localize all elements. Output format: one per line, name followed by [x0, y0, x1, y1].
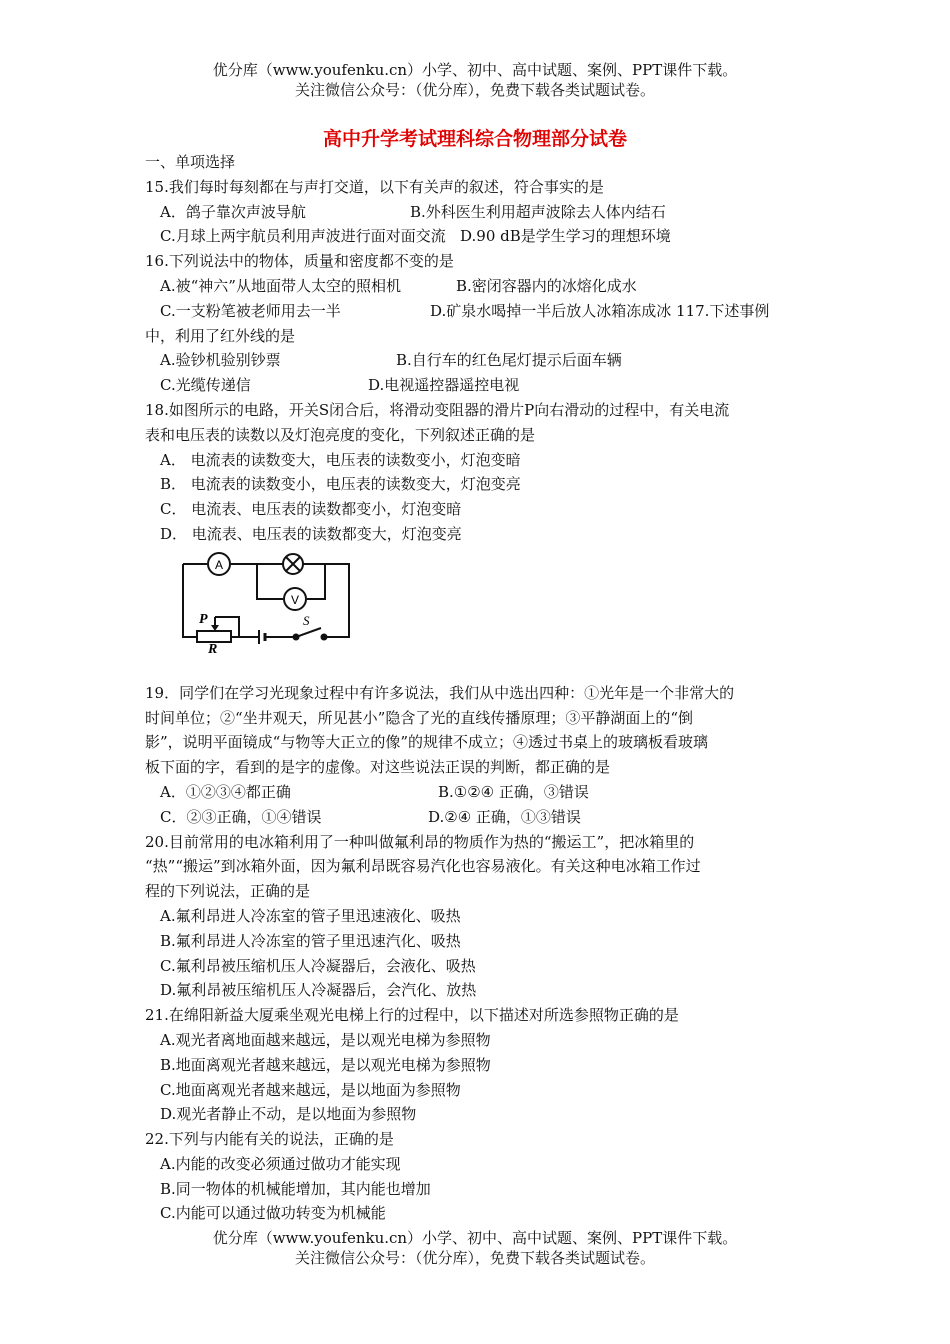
switch-label: S	[303, 612, 310, 628]
footer-line-1: 优分库（www.youfenku.cn）小学、初中、高中试题、案例、PPT课件下载。	[212, 1229, 738, 1247]
q17-stem-cont: 中，利用了红外线的是	[145, 326, 296, 345]
q18-option-d: D． 电流表、电压表的读数都变大，灯泡变亮	[160, 524, 462, 543]
q20-stem-line3: 程的下列说法，正确的是	[145, 882, 311, 901]
q19-option-a: A．①②③④都正确	[160, 782, 291, 801]
q21-option-b: B.地面离观光者越来越远，是以观光电梯为参照物	[160, 1055, 491, 1074]
page-footer	[0, 1228, 950, 1268]
page-title: 高中升学考试理科综合物理部分试卷	[322, 128, 627, 150]
q15-option-c: C.月球上两宇航员利用声波进行面对面交流	[160, 227, 446, 246]
q15-option-d: D.90 dB是学生学习的理想环境	[460, 227, 671, 246]
q17-option-c: C.光缆传递信	[160, 376, 251, 395]
q19-stem-line2: 时间单位；②“坐井观天，所见甚小”隐含了光的直线传播原理；③平静湖面上的“倒	[145, 708, 694, 727]
q21-option-d: D.观光者静止不动，是以地面为参照物	[160, 1105, 417, 1124]
footer-line-2: 关注微信公众号：（优分库），免费下载各类试题试卷。	[294, 1249, 655, 1267]
section-heading: 一、单项选择	[145, 153, 236, 171]
rheostat-symbol	[197, 631, 231, 642]
q22-option-c: C.内能可以通过做功转变为机械能	[160, 1204, 386, 1223]
q16-stem: 16.下列说法中的物体，质量和密度都不变的是	[145, 252, 454, 271]
q15-option-b: B.外科医生利用超声波除去人体内结石	[410, 202, 666, 221]
page-header	[0, 60, 950, 100]
q17-option-b: B.自行车的红色尾灯提示后面车辆	[396, 351, 622, 370]
q16-option-d: D.矿泉水喝掉一半后放人冰箱冻成冰 117.下述事例	[430, 301, 770, 320]
q20-option-a: A.氟利昂进人冷冻室的管子里迅速液化、吸热	[160, 906, 461, 925]
q16-options-row2	[145, 299, 810, 324]
rheostat-label: R	[208, 641, 218, 653]
q17-option-a: A.验钞机验别钞票	[160, 351, 281, 370]
ammeter-label: A	[214, 557, 224, 572]
q19-options-row1	[145, 780, 810, 805]
q20-stem-line1: 20.目前常用的电冰箱利用了一种叫做氟利昂的物质作为热的“搬运工”，把冰箱里的	[145, 832, 695, 851]
q22-option-a: A.内能的改变必须通过做功才能实现	[160, 1154, 401, 1173]
q16-option-b: B.密闭容器内的冰熔化成水	[456, 276, 637, 295]
q18-option-a: A． 电流表的读数变大，电压表的读数变小，灯泡变暗	[160, 450, 521, 469]
q20-option-b: B.氟利昂进人冷冻室的管子里迅速汽化、吸热	[160, 931, 461, 950]
header-line-1: 优分库（www.youfenku.cn）小学、初中、高中试题、案例、PPT课件下载。	[212, 61, 738, 79]
q19-stem-line4: 板下面的字，看到的是字的虚像。对这些说法正误的判断，都正确的是	[145, 758, 611, 777]
q19-stem-line1: 19．同学们在学习光现象过程中有许多说法，我们从中选出四种：①光年是一个非常大的	[145, 683, 735, 702]
wire-left	[183, 564, 197, 637]
circuit-diagram	[145, 547, 810, 665]
q17-options-row1	[145, 348, 810, 373]
exam-content	[145, 150, 810, 1226]
header-line-2: 关注微信公众号：（优分库），免费下载各类试题试卷。	[294, 81, 655, 99]
q20-option-c: C.氟利昂被压缩机压人冷凝器后，会液化、吸热	[160, 956, 476, 975]
q19-option-d: D.②④ 正确，①③错误	[428, 807, 581, 826]
q16-options-row1	[145, 274, 810, 299]
q17-option-d: D.电视遥控器遥控电视	[368, 376, 520, 395]
q22-stem: 22.下列与内能有关的说法，正确的是	[145, 1130, 394, 1149]
q15-options-row1	[145, 200, 810, 225]
q15-options-row2	[145, 224, 810, 249]
q21-option-c: C.地面离观光者越来越远，是以地面为参照物	[160, 1080, 461, 1099]
circuit-svg	[175, 549, 365, 653]
switch-blade	[296, 628, 321, 637]
q18-stem-line1: 18.如图所示的电路，开关S闭合后，将滑动变阻器的滑片P向右滑动的过程中，有关电流	[145, 400, 730, 419]
q16-option-a: A.被“神六”从地面带人太空的照相机	[160, 276, 401, 295]
branch-right-v	[307, 564, 325, 599]
q18-option-c: C． 电流表、电压表的读数都变小，灯泡变暗	[160, 500, 462, 519]
q22-option-b: B.同一物体的机械能增加，其内能也增加	[160, 1179, 431, 1198]
q19-option-b: B.①②④ 正确，③错误	[438, 782, 589, 801]
voltmeter-label: V	[290, 592, 300, 607]
slider-wire	[215, 617, 239, 637]
switch-contact-right	[322, 634, 327, 639]
q17-options-row2	[145, 373, 810, 398]
q15-stem: 15.我们每时每刻都在与声打交道，以下有关声的叙述，符合事实的是	[145, 177, 604, 196]
q18-stem-line2: 表和电压表的读数以及灯泡亮度的变化，下列叙述正确的是	[145, 425, 536, 444]
q19-option-c: C．②③正确，①④错误	[160, 807, 322, 826]
q20-option-d: D.氟利昂被压缩机压人冷凝器后，会汽化、放热	[160, 981, 477, 1000]
slider-label: P	[199, 611, 208, 627]
q21-stem: 21.在绵阳新益大厦乘坐观光电梯上行的过程中，以下描述对所选参照物正确的是	[145, 1006, 679, 1025]
branch-left-v	[257, 589, 283, 599]
q16-option-c: C.一支粉笔被老师用去一半	[160, 301, 341, 320]
q18-option-b: B． 电流表的读数变小，电压表的读数变大，灯泡变亮	[160, 475, 521, 494]
q21-option-a: A.观光者离地面越来越远，是以观光电梯为参照物	[160, 1030, 491, 1049]
q19-options-row2	[145, 805, 810, 830]
q19-stem-line3: 影”，说明平面镜成“与物等大正立的像”的规律不成立；④透过书桌上的玻璃板看玻璃	[145, 733, 709, 752]
q20-stem-line2: “热”“搬运”到冰箱外面，因为氟利昂既容易汽化也容易液化。有关这种电冰箱工作过	[145, 857, 701, 876]
q15-option-a: A．鸽子靠次声波导航	[160, 202, 306, 221]
